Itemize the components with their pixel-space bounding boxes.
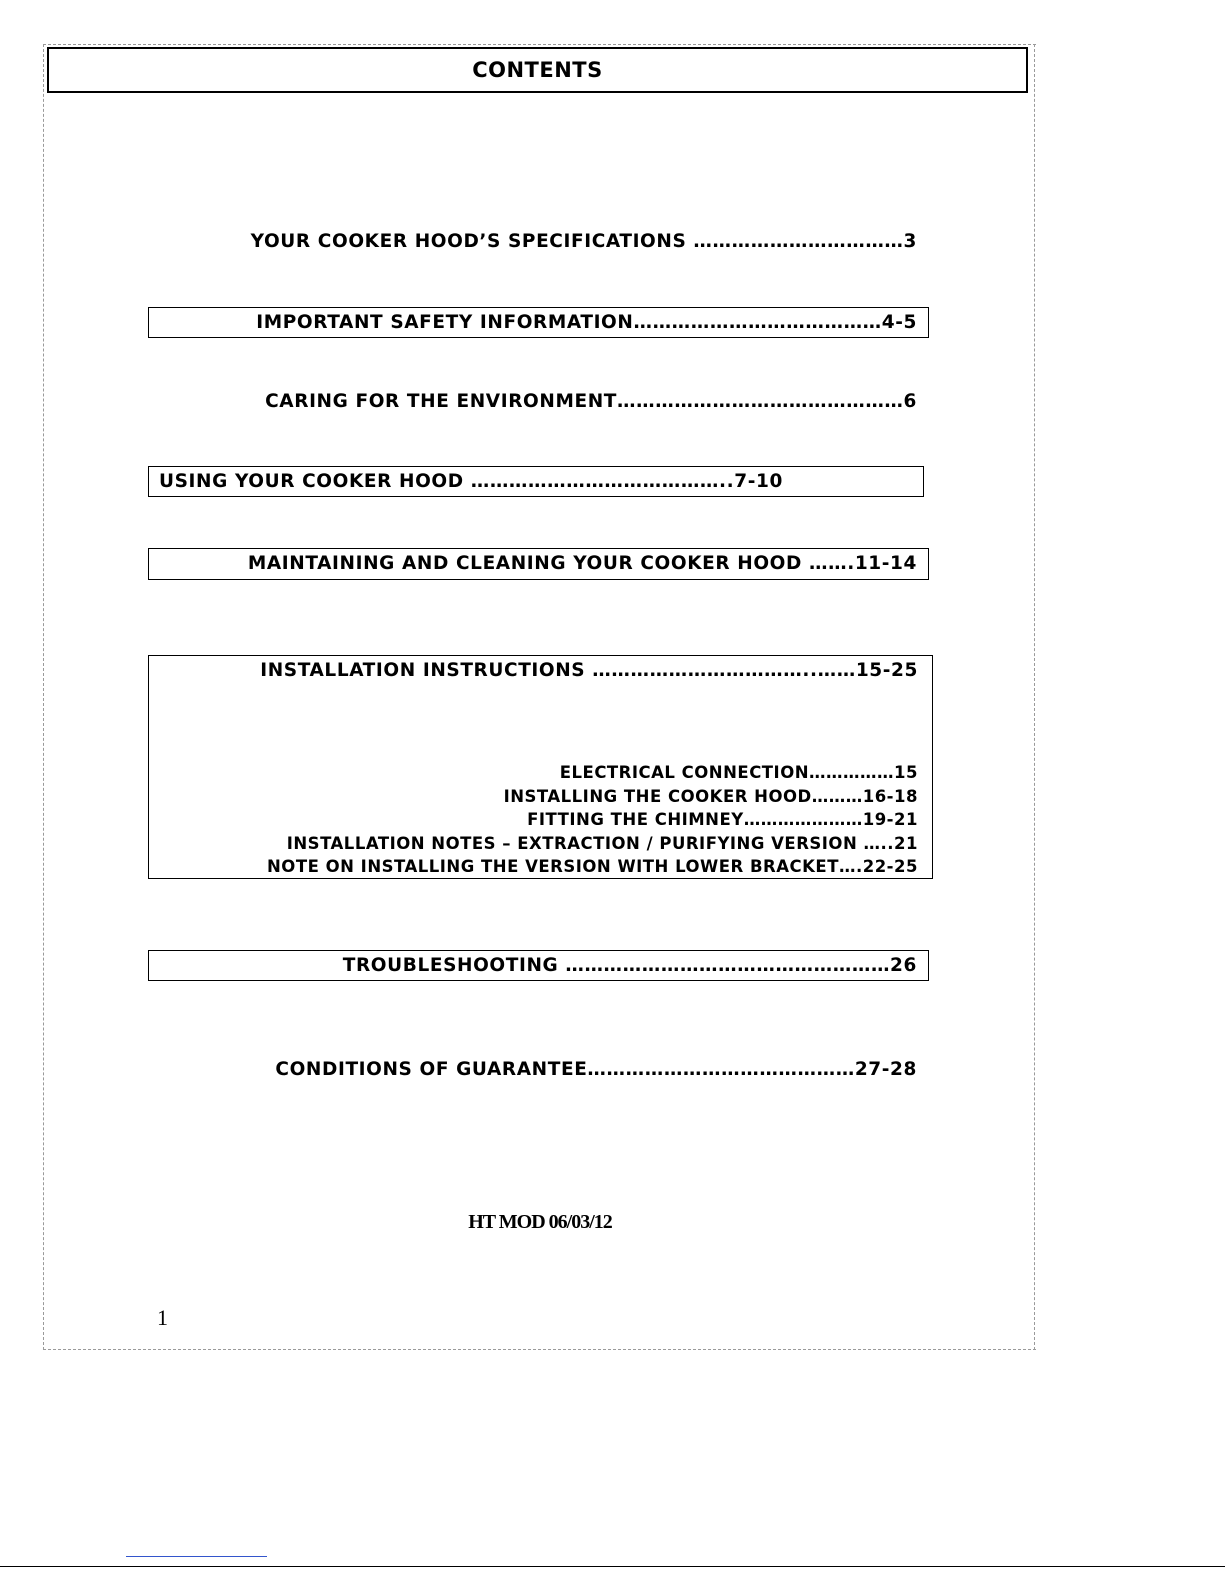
- crop-mark-top: [43, 44, 1036, 45]
- page-number: 1: [157, 1305, 168, 1330]
- bottom-link-underline: [126, 1556, 267, 1557]
- crop-mark-bottom: [43, 1349, 1036, 1350]
- toc-entry-troubleshooting[interactable]: TROUBLESHOOTING ……………………………………………26: [148, 950, 929, 981]
- installation-subentries: [267, 761, 918, 879]
- toc-subentry-extraction-purifying[interactable]: INSTALLATION NOTES – EXTRACTION / PURIFYING VERSION …..21: [286, 833, 918, 853]
- revision-code: HT MOD 06/03/12: [468, 1211, 612, 1233]
- toc-entry-guarantee[interactable]: CONDITIONS OF GUARANTEE……………………………………27-28: [275, 1059, 917, 1080]
- page-title: CONTENTS: [47, 47, 1028, 93]
- toc-subentry-lower-bracket[interactable]: NOTE ON INSTALLING THE VERSION WITH LOWER BRACKET….22-25: [267, 857, 918, 876]
- toc-subentry-installing-hood[interactable]: INSTALLING THE COOKER HOOD………16-18: [503, 786, 918, 806]
- toc-entry-using-hood[interactable]: USING YOUR COOKER HOOD …………………………………..7-10: [148, 466, 924, 497]
- toc-subentry-electrical-connection[interactable]: ELECTRICAL CONNECTION……………15: [559, 763, 918, 782]
- toc-subentry-fitting-chimney[interactable]: FITTING THE CHIMNEY…………………19-21: [527, 810, 918, 829]
- bottom-rule: [0, 1566, 1225, 1567]
- installation-section-box: [148, 655, 933, 879]
- toc-entry-environment[interactable]: CARING FOR THE ENVIRONMENT………………………………………6: [265, 391, 917, 412]
- crop-mark-left: [43, 44, 44, 1350]
- toc-entry-specifications[interactable]: YOUR COOKER HOOD’S SPECIFICATIONS ……………………………3: [250, 231, 917, 252]
- toc-entry-safety-information[interactable]: IMPORTANT SAFETY INFORMATION…………………………………4-5: [148, 307, 929, 338]
- toc-entry-installation[interactable]: INSTALLATION INSTRUCTIONS ……………………………..……15-25: [260, 660, 918, 681]
- toc-entry-maintaining-cleaning[interactable]: MAINTAINING AND CLEANING YOUR COOKER HOOD …….11-14: [148, 548, 929, 580]
- crop-mark-right: [1034, 44, 1035, 1350]
